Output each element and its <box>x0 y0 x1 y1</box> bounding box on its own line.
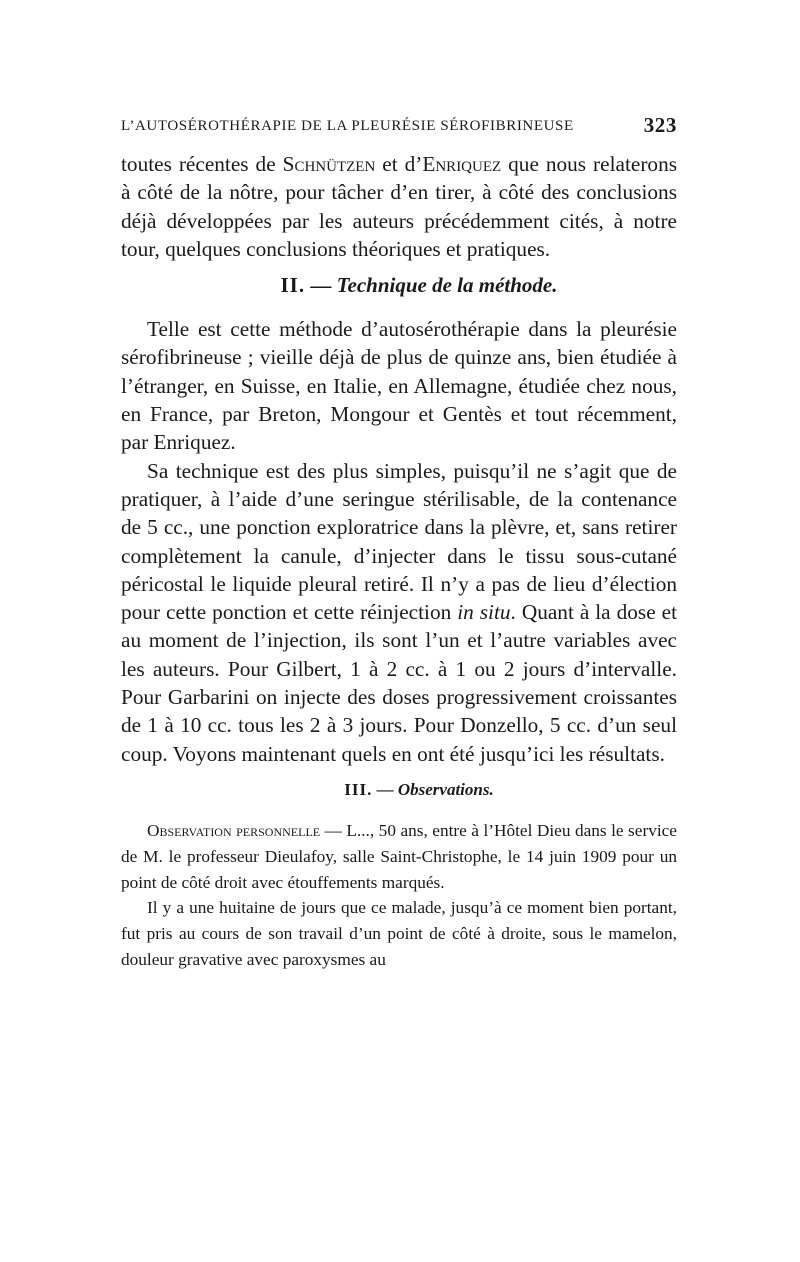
observation-text: — L..., 50 ans, entre à l’Hôtel Dieu dans le service de M. le professeur Dieulafoy, salle Saint-Christophe, le 14 juin 1909 pour un point de côté droit avec étouffements marqués. <box>121 820 677 892</box>
method-paragraph: Telle est cette méthode d’autosérothérapie dans la pleurésie sérofibrineuse ; vieille déjà de plus de quinze ans, bien étudiée à l’étranger, en Suisse, en Italie, en Allemagne, étudiée chez nous, en France, par Breton, Mongour et Gentès et tout récemment, par Enriquez. <box>121 317 677 455</box>
section-number: II. <box>280 273 306 298</box>
observation-label: Observation personnelle <box>147 820 321 840</box>
technique-paragraph <box>121 457 677 768</box>
page-number: 323 <box>643 113 677 137</box>
intro-text-3: que nous relaterons à côté de la nôtre, pour tâcher d’en tirer, à côté des conclusions déjà développées par les auteurs précédemment cités, à notre tour, quelques conclusions théoriques et pratiques. <box>121 152 678 261</box>
running-head <box>121 110 677 140</box>
technique-text-2: . Quant à la dose et au moment de l’injection, ils sont l’un et l’autre variables avec les auteurs. Pour Gilbert, 1 à 2 cc. à 1 ou 2 jours d’intervalle. Pour Garbarini on injecte des doses progressivement croissantes de 1 à 10 cc. tous les 2 à 3 jours. Pour Donzello, 5 cc. d’un seul coup. Voyons maintenant quels en ont été jusqu’ici les résultats. <box>121 600 677 766</box>
in-situ-term: in situ <box>457 600 511 625</box>
observation-paragraph <box>121 818 677 895</box>
section-dash: — <box>372 779 398 799</box>
running-title: L’AUTOSÉROTHÉRAPIE DE LA PLEURÉSIE SÉROFIBRINEUSE <box>121 118 574 134</box>
section-number: III. <box>344 779 373 799</box>
section-dash: — <box>305 273 337 298</box>
intro-text-2: et d’ <box>375 152 423 176</box>
section-heading-observations <box>121 778 677 802</box>
author-enriquez: Enriquez <box>422 152 502 176</box>
author-schnutzen: Schnützen <box>282 152 376 176</box>
intro-text-1: toutes récentes de <box>121 152 283 176</box>
section-title: Technique de la méthode. <box>336 273 558 298</box>
book-page <box>121 110 677 973</box>
section-heading-technique <box>121 271 677 299</box>
case-paragraph: Il y a une huitaine de jours que ce malade, jusqu’à ce moment bien portant, fut pris au cours de son travail d’un point de côté à droite, sous le mamelon, douleur gravative avec paroxysmes au <box>121 898 677 969</box>
body-text <box>121 150 677 973</box>
technique-text-1: Sa technique est des plus simples, puisqu’il ne s’agit que de pratiquer, à l’aide d’une seringue stérilisable, de la contenance de 5 cc., une ponction exploratrice dans la plèvre, et, sans retirer complètement la canule, d’injecter dans le tissu sous-cutané péricostal le liquide pleural retiré. Il n’y a pas de lieu d’élection pour cette ponction et cette réinjection <box>121 458 677 625</box>
section-title: Observations. <box>397 779 494 799</box>
intro-paragraph <box>121 150 677 263</box>
